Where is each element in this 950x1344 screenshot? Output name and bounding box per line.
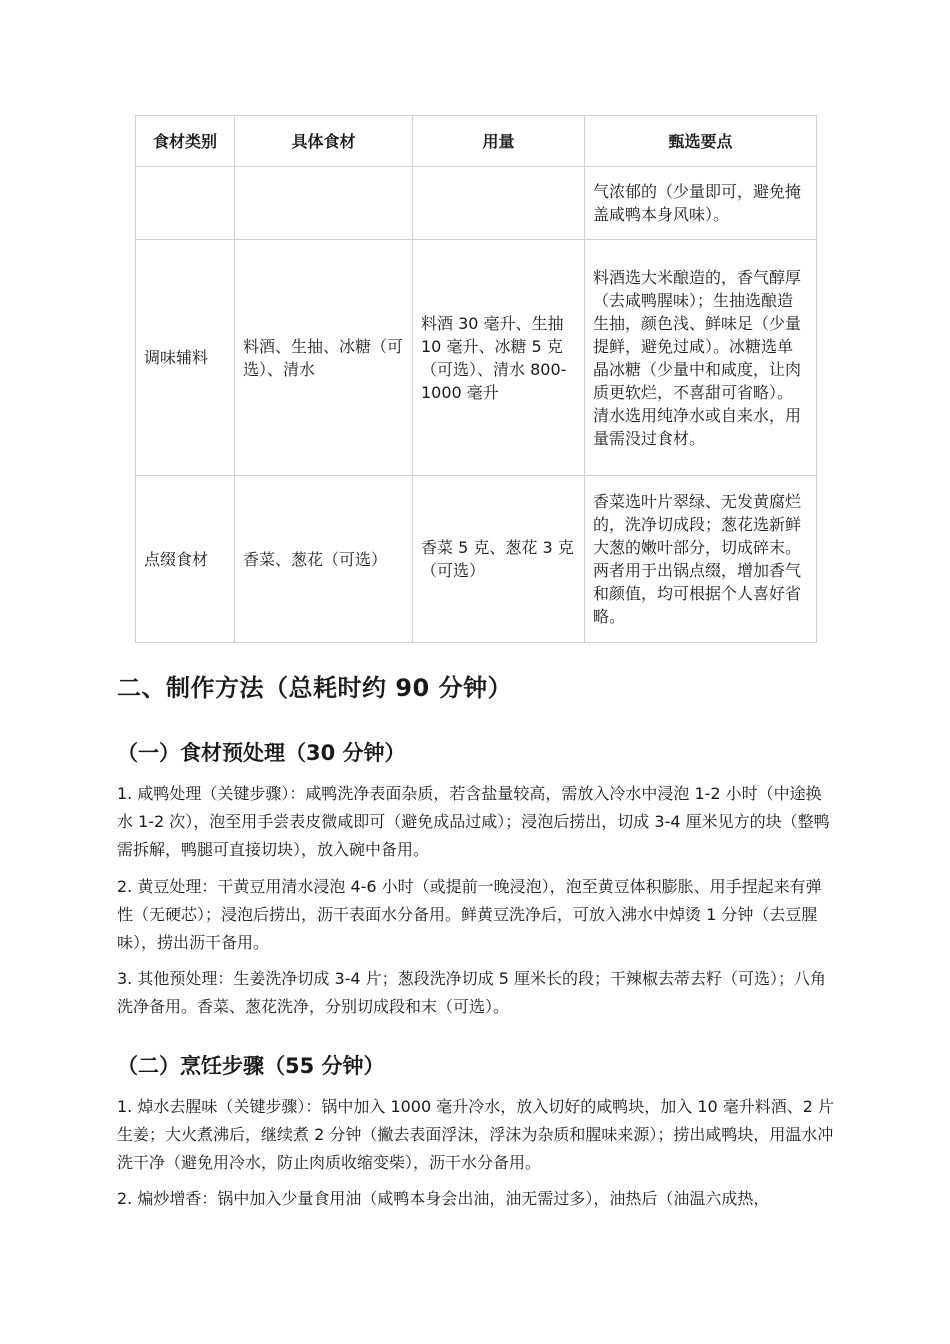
step-paragraph: 1. 咸鸭处理（关键步骤）：咸鸭洗净表面杂质，若含盐量较高，需放入冷水中浸泡 1-2 小时（中途换水 1-2 次），泡至用手尝表皮微咸即可（避免成品过咸）；浸泡后捞出，切成 3-4 厘米见方的块（整鸭需拆解，鸭腿可直接切块），放入碗中备用。 [117,784,830,859]
table-header-cell: 食材类别 [136,116,235,167]
table-header-row [136,116,817,167]
ingredients-table [135,115,817,643]
table-cell: 香菜、葱花（可选） [235,476,413,643]
table-cell: 气浓郁的（少量即可，避免掩盖咸鸭本身风味）。 [585,167,817,240]
table-cell: 香菜 5 克、葱花 3 克（可选） [413,476,585,643]
step-paragraph: 2. 黄豆处理：干黄豆用清水浸泡 4-6 小时（或提前一晚浸泡），泡至黄豆体积膨胀、用手捏起来有弹性（无硬芯）；浸泡后捞出，沥干表面水分备用。鲜黄豆洗净后，可放入沸水中焯烫 1 分钟（去豆腥味），捞出沥干备用。 [117,877,822,952]
table-row [136,167,817,240]
table-cell [136,167,235,240]
section-heading: 二、制作方法（总耗时约 90 分钟） [117,674,513,702]
table-cell: 香菜选叶片翠绿、无发黄腐烂的，洗净切成段；葱花选新鲜大葱的嫩叶部分，切成碎末。两者用于出锅点缀，增加香气和颜值，均可根据个人喜好省略。 [585,476,817,643]
table-cell: 调味辅料 [136,240,235,476]
subsection-heading: （二）烹饪步骤（55 分钟） [117,1054,385,1078]
table-cell: 料酒选大米酿造的，香气醇厚（去咸鸭腥味）；生抽选酿造生抽，颜色浅、鲜味足（少量提鲜，避免过咸）。冰糖选单晶冰糖（少量中和咸度，让肉质更软烂，不喜甜可省略）。清水选用纯净水或自来水，用量需没过食材。 [585,240,817,476]
table-cell: 料酒、生抽、冰糖（可选）、清水 [235,240,413,476]
table-row [136,240,817,476]
table-header-cell: 用量 [413,116,585,167]
subsection-heading: （一）食材预处理（30 分钟） [117,741,406,765]
table-cell: 点缀食材 [136,476,235,643]
table-row [136,476,817,643]
step-paragraph: 1. 焯水去腥味（关键步骤）：锅中加入 1000 毫升冷水，放入切好的咸鸭块，加入 10 毫升料酒、2 片生姜；大火煮沸后，继续煮 2 分钟（撇去表面浮沫，浮沫为杂质和腥味来源）；捞出咸鸭块，用温水冲洗干净（避免用冷水，防止肉质收缩变柴），沥干水分备用。 [117,1097,835,1172]
table-cell [413,167,585,240]
table-cell [235,167,413,240]
table-cell: 料酒 30 毫升、生抽 10 毫升、冰糖 5 克（可选）、清水 800-1000 毫升 [413,240,585,476]
table-header-cell: 具体食材 [235,116,413,167]
table-header-cell: 甄选要点 [585,116,817,167]
step-paragraph: 3. 其他预处理：生姜洗净切成 3-4 片；葱段洗净切成 5 厘米长的段；干辣椒去蒂去籽（可选）；八角洗净备用。香菜、葱花洗净，分别切成段和末（可选）。 [117,969,827,1016]
step-paragraph: 2. 煸炒增香：锅中加入少量食用油（咸鸭本身会出油，油无需过多），油热后（油温六成热， [117,1189,770,1208]
